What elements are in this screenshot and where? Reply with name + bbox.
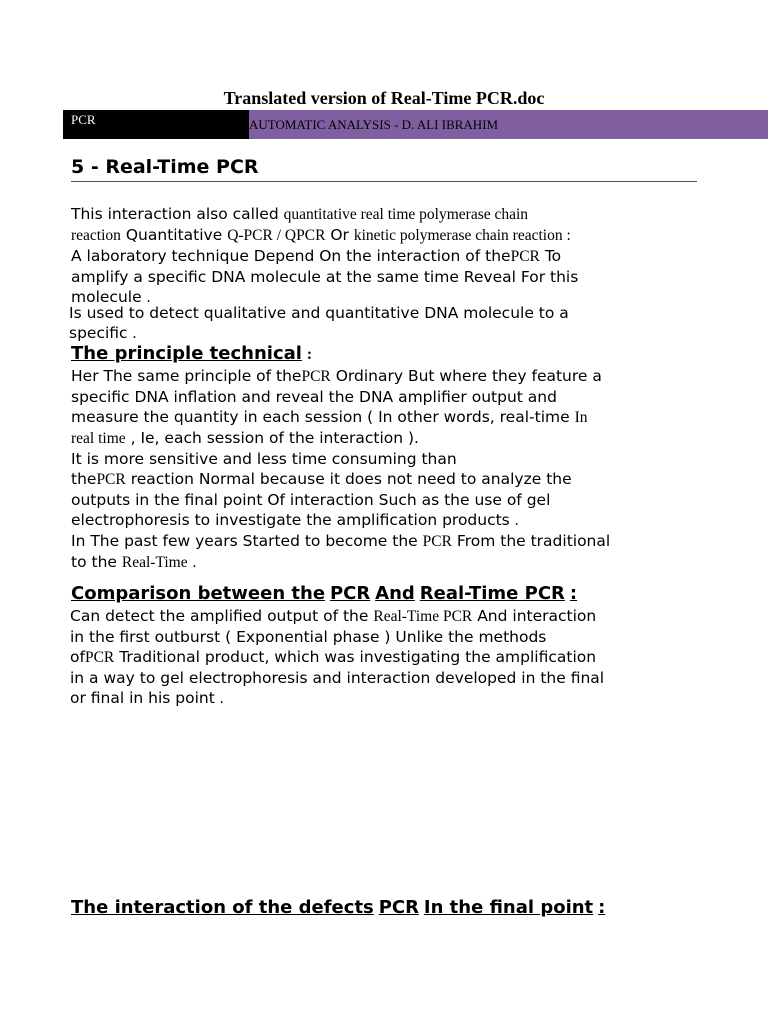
heading-text: And <box>375 583 415 604</box>
text: PCR <box>84 649 115 666</box>
header-right-label: AUTOMATIC ANALYSIS - D. ALI IBRAHIM <box>249 110 768 139</box>
text: electrophoresis to investigate the amplification products <box>71 511 510 529</box>
principle-heading <box>71 344 711 365</box>
text: kinetic polymerase chain reaction : <box>353 227 571 244</box>
comparison-paragraph <box>70 606 710 709</box>
intro-line <box>71 225 711 246</box>
text: This interaction also called <box>71 205 279 223</box>
heading-text: PCR <box>378 897 419 918</box>
heading-colon: : <box>569 583 578 604</box>
text: Or <box>330 226 349 244</box>
text: . <box>219 690 224 707</box>
text: And interaction <box>477 607 597 625</box>
text: specific <box>69 324 128 342</box>
heading-text: The principle technical <box>71 343 302 364</box>
heading-text: PCR <box>329 583 371 604</box>
intro-line <box>71 246 711 267</box>
text: . <box>146 289 151 306</box>
principle-line <box>71 469 711 490</box>
defects-heading <box>71 898 711 918</box>
principle-line <box>71 510 711 531</box>
text: molecule <box>71 288 142 306</box>
intro-paragraph-2 <box>69 303 709 344</box>
text: PCR <box>510 248 540 265</box>
comparison-line: in a way to gel electrophoresis and interaction developed in the final <box>70 669 605 687</box>
text: reaction <box>71 227 121 244</box>
text: . <box>514 512 519 529</box>
text: , Ie, each session of the interaction ). <box>130 429 419 447</box>
text: Quantitative <box>125 226 223 244</box>
text: Traditional product, which was investigating the amplification <box>119 648 597 666</box>
heading-text: The interaction of the defects <box>71 897 374 918</box>
principle-paragraph <box>71 366 711 573</box>
text: Can detect the amplified output of the <box>70 607 369 625</box>
principle-line <box>71 531 711 552</box>
principle-line: outputs in the final point Of interaction Such as the use of gel <box>71 491 551 509</box>
text: In The past few years Started to become the <box>71 532 418 550</box>
intro-line: Is used to detect qualitative and quantitative DNA molecule to a <box>69 304 569 322</box>
principle-line <box>71 366 711 387</box>
text: Real-Time PCR <box>373 608 473 625</box>
text: PCR <box>422 533 452 550</box>
section-heading: 5 - Real-Time PCR <box>71 156 697 182</box>
text: Real-Time <box>121 554 188 571</box>
text: of <box>70 648 85 666</box>
text: measure the quantity in each session ( In other words, real-time <box>71 408 570 426</box>
comparison-line <box>70 606 710 627</box>
text: quantitative real time polymerase chain <box>283 206 529 223</box>
text: real time <box>71 430 126 447</box>
header-left-label: PCR <box>63 110 249 139</box>
heading-text: Comparison between the <box>71 583 326 604</box>
text: Ordinary But where they feature a <box>335 367 602 385</box>
text: PCR <box>301 368 331 385</box>
comparison-line <box>70 627 710 647</box>
text: In <box>574 409 588 426</box>
intro-line <box>71 204 711 225</box>
comparison-line <box>70 688 710 709</box>
heading-text: Real-Time PCR <box>419 583 565 604</box>
principle-line <box>71 552 711 573</box>
text: . <box>132 325 137 342</box>
text: A laboratory technique Depend On the interaction of the <box>71 247 511 265</box>
principle-line <box>71 407 711 428</box>
intro-line: amplify a specific DNA molecule at the same time Reveal For this <box>71 268 579 286</box>
text: in the first outburst <box>70 628 221 646</box>
heading-colon: : <box>598 897 606 918</box>
intro-paragraph <box>71 204 711 308</box>
comparison-heading <box>71 584 711 604</box>
text: Q-PCR / QPCR <box>227 227 326 244</box>
heading-text: In the final point <box>423 897 594 918</box>
intro-line <box>69 323 709 344</box>
comparison-line <box>70 647 710 668</box>
text: Unlike the methods <box>395 628 547 646</box>
header-bar <box>63 110 768 139</box>
principle-line: specific DNA inflation and reveal the DNA amplifier output and <box>71 388 557 406</box>
principle-line <box>71 428 711 449</box>
text: Her The same principle of the <box>71 367 302 385</box>
document-title: Translated version of Real-Time PCR.doc <box>223 88 545 108</box>
text: To <box>544 247 562 265</box>
text: to the <box>71 553 117 571</box>
heading-colon: : <box>306 346 313 363</box>
text: the <box>71 470 97 488</box>
text: . <box>192 554 197 571</box>
text: or final in his point <box>70 689 215 707</box>
text: ( Exponential phase ) <box>225 628 391 646</box>
principle-line: It is more sensitive and less time consuming than <box>71 450 457 468</box>
text: PCR <box>96 471 126 488</box>
text: From the traditional <box>456 532 611 550</box>
text: reaction Normal because it does not need to analyze the <box>130 470 572 488</box>
